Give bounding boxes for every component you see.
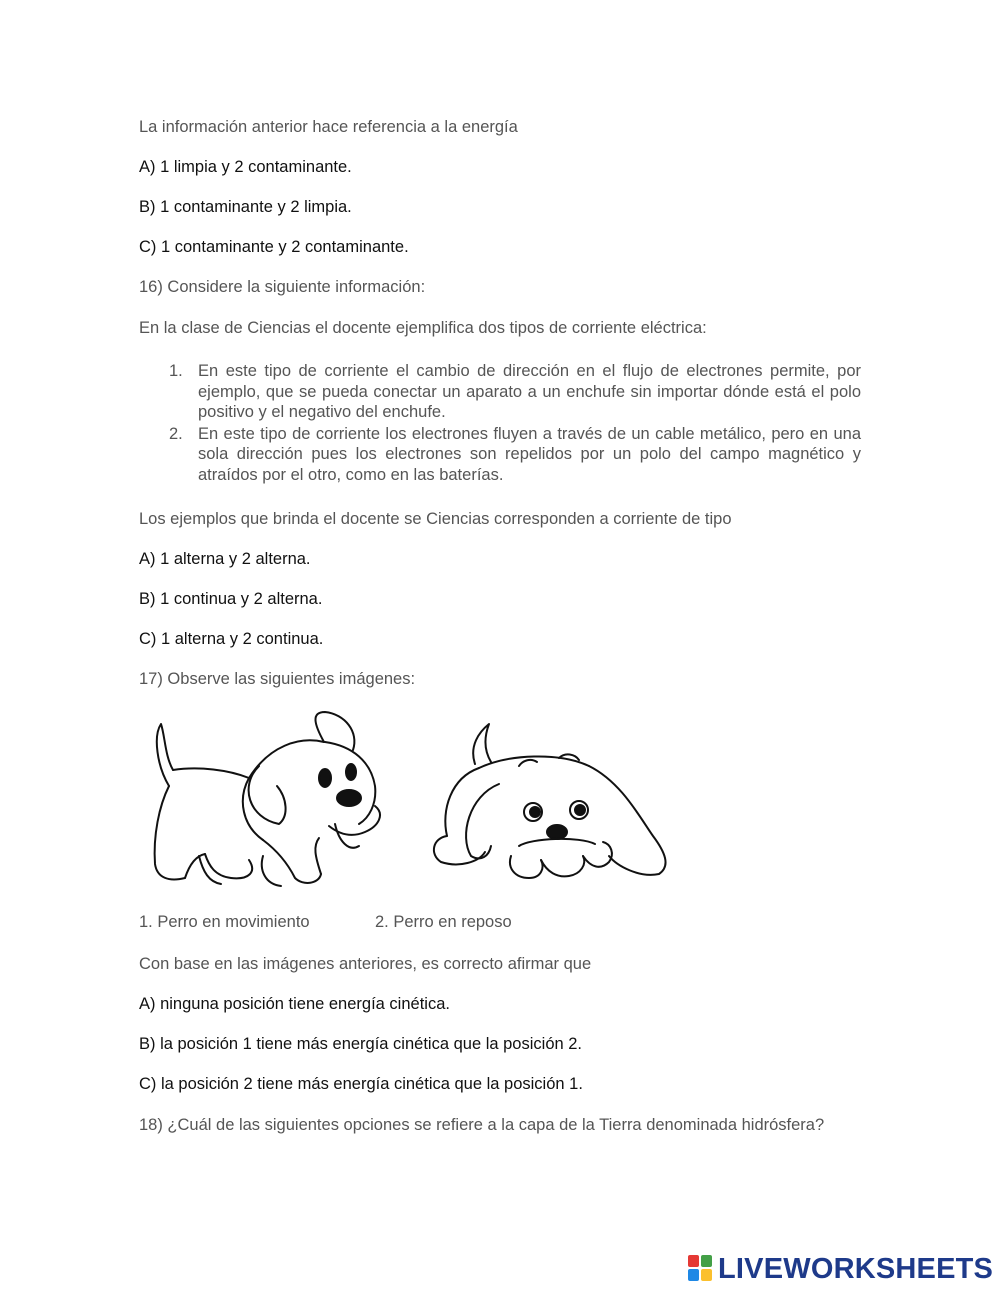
q16-current-list bbox=[139, 361, 861, 486]
dog-resting-illustration bbox=[434, 724, 666, 878]
q16-option-b[interactable]: B) 1 continua y 2 alterna. bbox=[139, 590, 323, 608]
liveworksheets-logo bbox=[688, 1252, 993, 1286]
q17-option-a[interactable]: A) ninguna posición tiene energía cinética. bbox=[139, 995, 450, 1013]
q16-title: 16) Considere la siguiente información: bbox=[139, 278, 426, 296]
caption-dog-moving: 1. Perro en movimiento bbox=[139, 913, 310, 931]
q17-title: 17) Observe las siguientes imágenes: bbox=[139, 670, 416, 688]
q16-option-c[interactable]: C) 1 alterna y 2 continua. bbox=[139, 630, 324, 648]
q16-prompt: Los ejemplos que brinda el docente se Ciencias corresponden a corriente de tipo bbox=[139, 510, 732, 528]
q16-item-1-number: 1. bbox=[169, 362, 183, 380]
q16-context: En la clase de Ciencias el docente ejemplifica dos tipos de corriente eléctrica: bbox=[139, 319, 707, 337]
q16-item-2-text: En este tipo de corriente los electrones fluyen a través de un cable metálico, pero en una sola dirección pues los electrones son repelidos por un polo del campo magnético y atraídos por el otro, como en las baterías. bbox=[198, 424, 861, 484]
q17-option-b[interactable]: B) la posición 1 tiene más energía cinética que la posición 2. bbox=[139, 1035, 583, 1053]
q17-option-c[interactable]: C) la posición 2 tiene más energía cinética que la posición 1. bbox=[139, 1075, 583, 1093]
q15-intro: La información anterior hace referencia a la energía bbox=[139, 118, 518, 136]
logo-mark-icon bbox=[688, 1255, 714, 1283]
q16-option-a[interactable]: A) 1 alterna y 2 alterna. bbox=[139, 550, 311, 568]
q17-prompt: Con base en las imágenes anteriores, es correcto afirmar que bbox=[139, 955, 592, 973]
dog-moving-illustration bbox=[155, 712, 380, 886]
q16-item-2 bbox=[139, 424, 861, 486]
q16-item-1 bbox=[139, 361, 861, 423]
caption-dog-resting: 2. Perro en reposo bbox=[375, 913, 512, 931]
q15-option-b[interactable]: B) 1 contaminante y 2 limpia. bbox=[139, 198, 352, 216]
q18-title: 18) ¿Cuál de las siguientes opciones se refiere a la capa de la Tierra denominada hidrósfera? bbox=[139, 1116, 825, 1134]
q15-option-c[interactable]: C) 1 contaminante y 2 contaminante. bbox=[139, 238, 409, 256]
q16-item-1-text: En este tipo de corriente el cambio de dirección en el flujo de electrones permite, por ejemplo, que se pueda conectar un aparato a un enchufe sin importar dónde está el polo positivo y el negativo del enchufe. bbox=[198, 362, 861, 421]
dog-illustrations bbox=[139, 706, 699, 892]
logo-text: LIVEWORKSHEETS bbox=[718, 1252, 994, 1285]
q16-item-2-number: 2. bbox=[169, 424, 183, 443]
q15-option-a[interactable]: A) 1 limpia y 2 contaminante. bbox=[139, 158, 352, 176]
